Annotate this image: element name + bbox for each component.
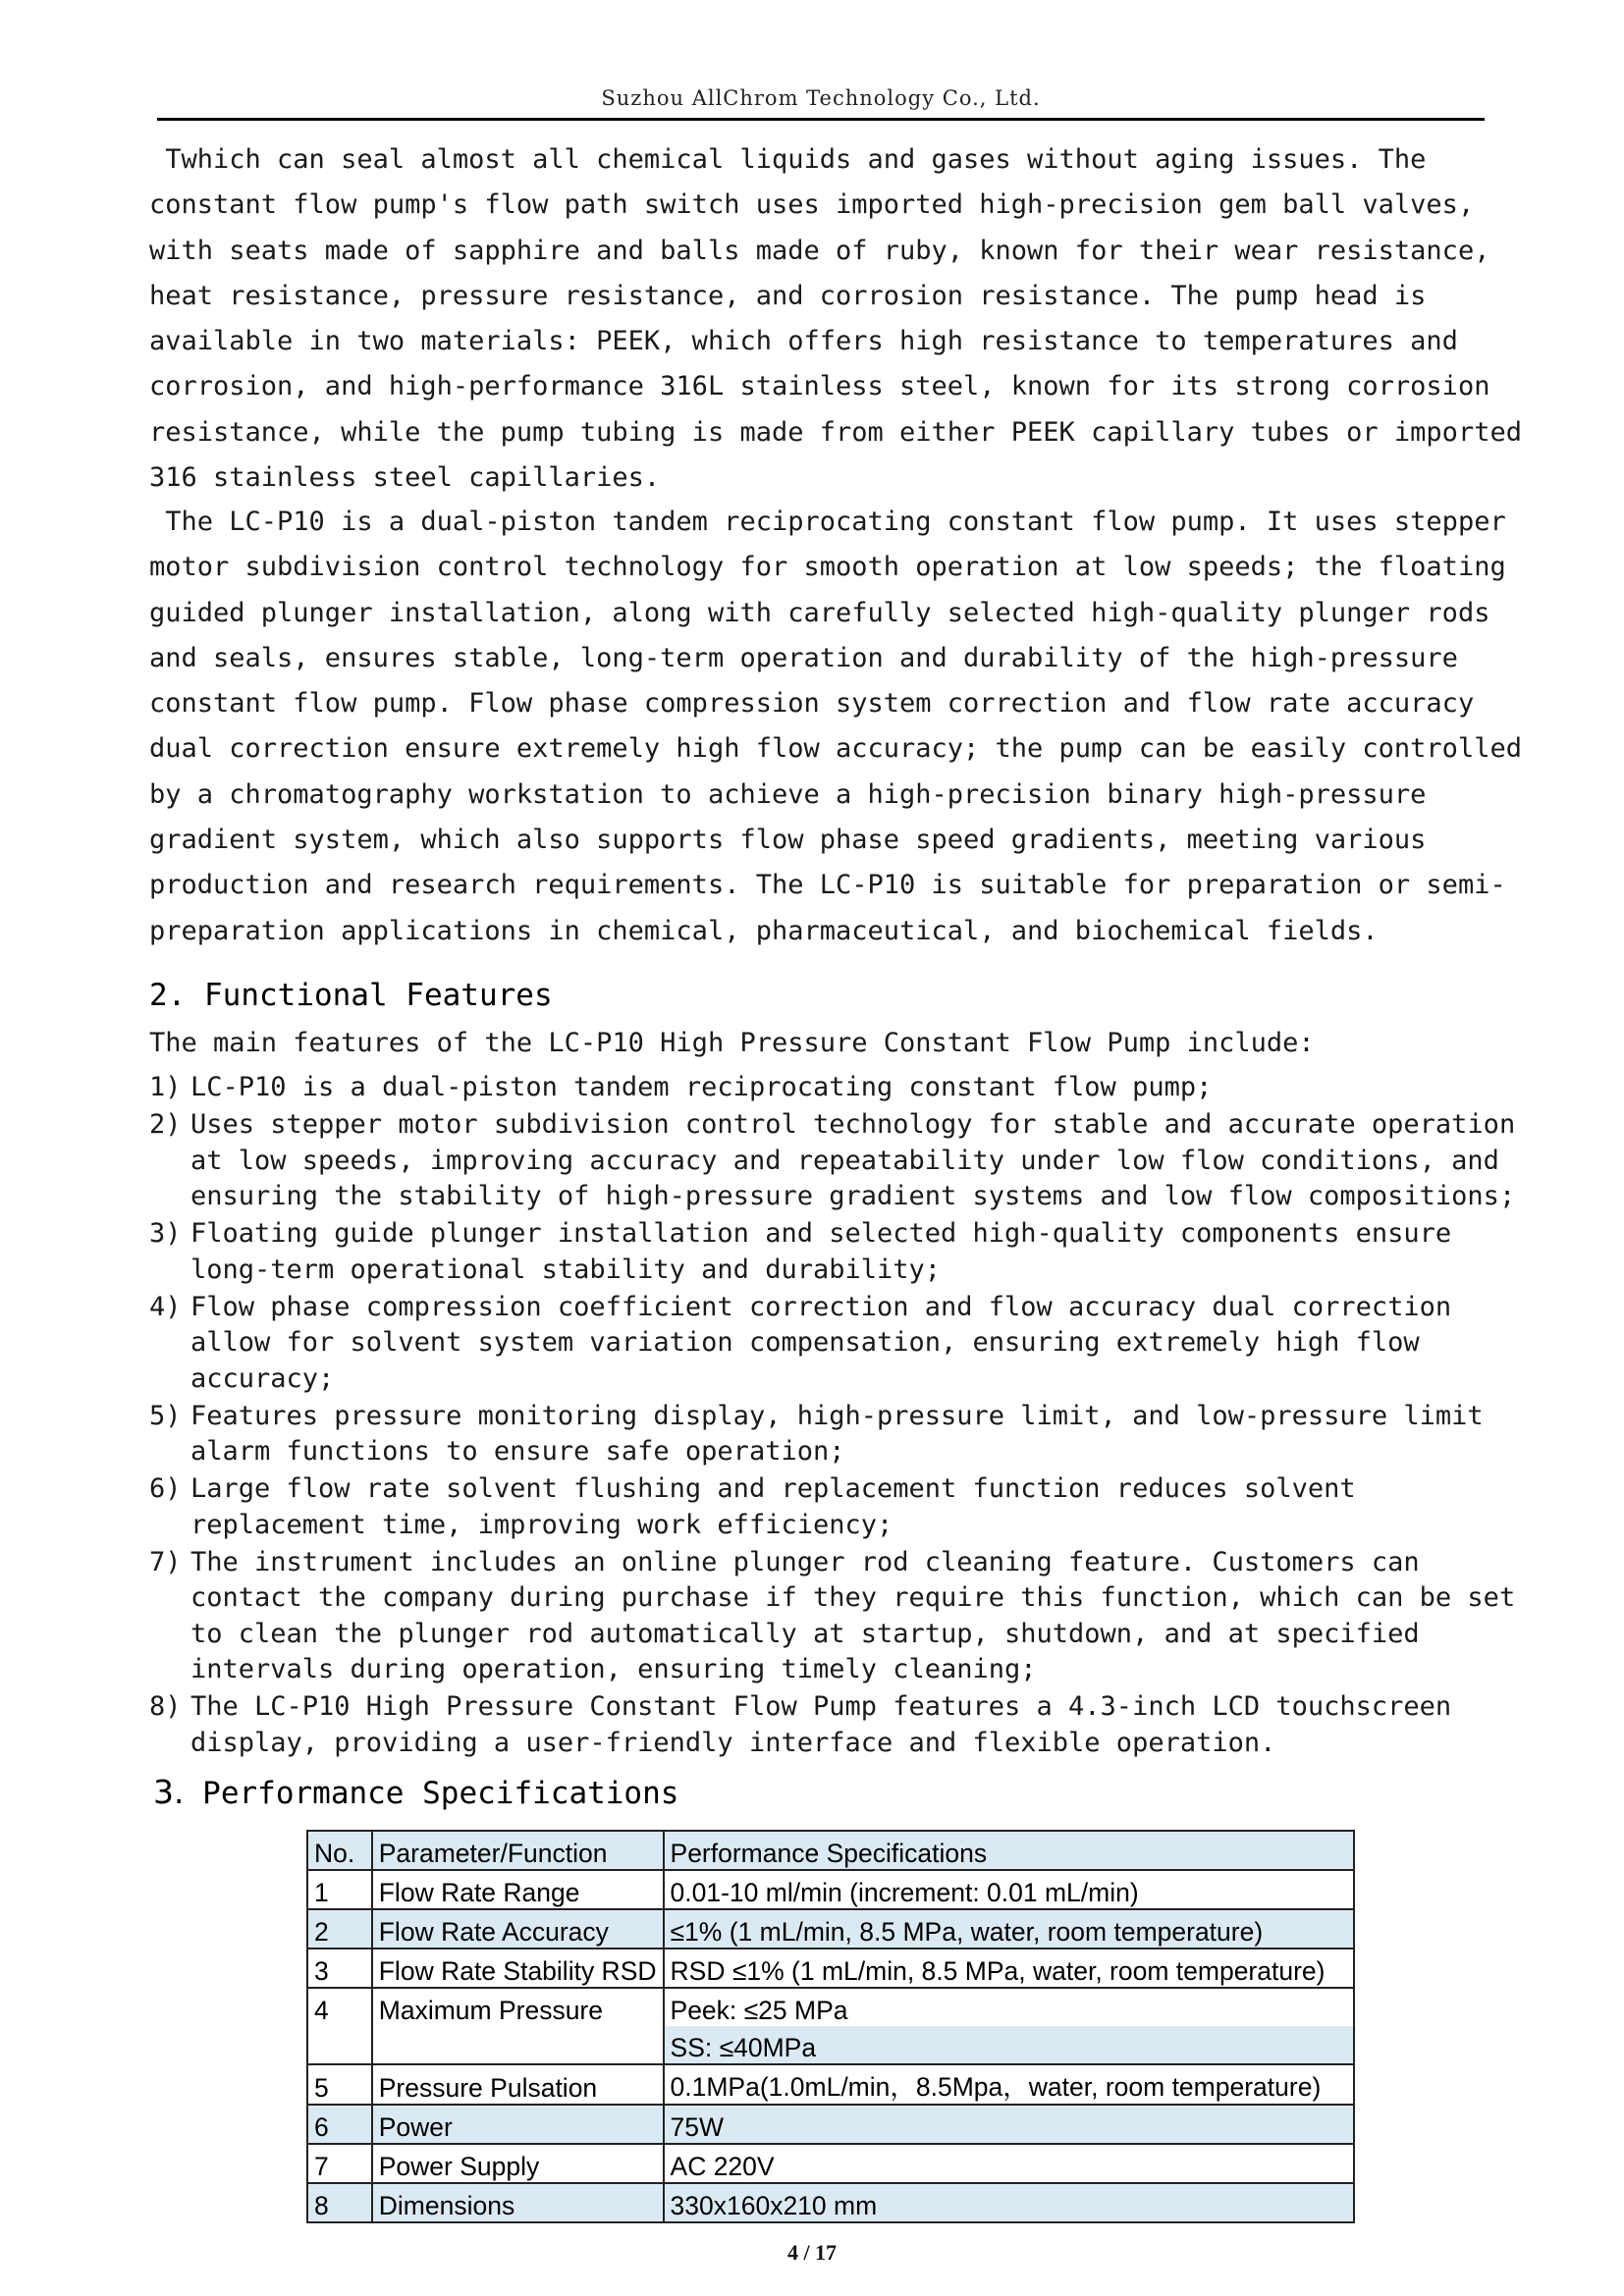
column-header-parameter: Parameter/Function: [372, 1831, 664, 1870]
cell-param: Power Supply: [372, 2144, 664, 2183]
paragraph-lc-p10-overview: [149, 500, 1522, 954]
feature-item: [149, 1689, 1504, 1761]
paragraph-line: 316 stainless steel capillaries.: [149, 462, 661, 494]
feature-line: alarm functions to ensure safe operation;: [190, 1436, 845, 1467]
feature-item: [149, 1216, 1504, 1288]
feature-line: accuracy;: [190, 1362, 335, 1394]
feature-line: Large flow rate solvent flushing and replacement function reduces solvent: [190, 1473, 1356, 1504]
feature-line: replacement time, improving work efficiency;: [190, 1509, 893, 1540]
table-row: [307, 1988, 1354, 2026]
cell-param: Power: [372, 2105, 664, 2144]
paragraph-line: and seals, ensures stable, long-term operation and durability of the high-pressure: [149, 642, 1458, 673]
table-row: [307, 1909, 1354, 1949]
feature-line: long-term operational stability and durability;: [190, 1254, 942, 1285]
cell-no: 1: [307, 1870, 372, 1909]
feature-item: [149, 1290, 1504, 1398]
paragraph-line: preparation applications in chemical, pharmaceutical, and biochemical fields.: [149, 915, 1379, 946]
paragraph-line: heat resistance, pressure resistance, and corrosion resistance. The pump head is: [149, 280, 1427, 311]
cell-param: Flow Rate Accuracy: [372, 1909, 664, 1949]
feature-line: The instrument includes an online plunger rod cleaning feature. Customers can: [190, 1546, 1420, 1577]
cell-no: 7: [307, 2144, 372, 2183]
feature-line: at low speeds, improving accuracy and repeatability under low flow conditions, and: [190, 1145, 1499, 1176]
cell-no: 6: [307, 2105, 372, 2144]
paragraph-line: with seats made of sapphire and balls made of ruby, known for their wear resistance,: [149, 235, 1490, 266]
table-row: [307, 1870, 1354, 1909]
features-intro: The main features of the LC-P10 High Pressure Constant Flow Pump include:: [149, 1028, 1315, 1058]
paragraph-line: constant flow pump. Flow phase compression system correction and flow rate accuracy: [149, 688, 1475, 720]
feature-line: Flow phase compression coefficient correction and flow accuracy dual correction: [190, 1291, 1452, 1322]
cell-no: 8: [307, 2183, 372, 2222]
feature-line: LC-P10 is a dual-piston tandem reciprocating constant flow pump;: [190, 1072, 1213, 1102]
paragraph-line: guided plunger installation, along with carefully selected high-quality plunger rods: [149, 597, 1490, 628]
feature-item: [149, 1399, 1504, 1470]
table-row: [307, 2064, 1354, 2105]
paragraph-line: by a chromatography workstation to achieve a high-precision binary high-pressure: [149, 778, 1427, 810]
feature-line: allow for solvent system variation compensation, ensuring extremely high flow: [190, 1327, 1420, 1358]
cell-spec: ≤1% (1 mL/min, 8.5 MPa, water, room temperature): [664, 1909, 1354, 1949]
feature-line: contact the company during purchase if they require this function, which can be set: [190, 1582, 1516, 1613]
section-title: Functional Features: [204, 978, 553, 1013]
cell-no-empty: [307, 2026, 372, 2064]
cell-param: Maximum Pressure: [372, 1988, 664, 2026]
paragraph-line: gradient system, which also supports flow phase speed gradients, meeting various: [149, 825, 1427, 856]
section-title: Performance Specifications: [202, 1776, 679, 1811]
cell-no: 5: [307, 2064, 372, 2105]
table-row: [307, 1949, 1354, 1988]
feature-line: ensuring the stability of high-pressure gradient systems and low flow compositions;: [190, 1181, 1516, 1211]
paragraph-pump-materials: [149, 137, 1522, 501]
paragraph-line: constant flow pump's flow path switch uses imported high-precision gem ball valves,: [149, 189, 1475, 221]
feature-line: to clean the plunger rod automatically at startup, shutdown, and at specified: [190, 1618, 1420, 1649]
section-heading-functional-features: [149, 978, 553, 1013]
feature-text: [190, 1216, 1504, 1288]
feature-item: [149, 1070, 1504, 1106]
feature-list: [149, 1070, 1516, 1763]
cell-no: 2: [307, 1909, 372, 1949]
spec-table-header-row: [307, 1831, 1354, 1870]
cell-spec: 0.1MPa(1.0mL/min，8.5Mpa，water, room temperature): [664, 2064, 1354, 2105]
cell-spec: SS: ≤40MPa: [664, 2026, 1354, 2064]
feature-item: [149, 1471, 1504, 1543]
cell-param: Dimensions: [372, 2183, 664, 2222]
feature-number: 1): [149, 1072, 182, 1102]
feature-line: The LC-P10 High Pressure Constant Flow Pump features a 4.3-inch LCD touchscreen: [190, 1691, 1452, 1722]
feature-text: [190, 1471, 1504, 1543]
feature-number: 6): [149, 1473, 182, 1504]
column-header-no: No.: [307, 1831, 372, 1870]
cell-spec: 75W: [664, 2105, 1354, 2144]
cell-spec: RSD ≤1% (1 mL/min, 8.5 MPa, water, room temperature): [664, 1949, 1354, 1988]
feature-text: [190, 1107, 1515, 1215]
feature-text: [190, 1689, 1504, 1761]
feature-number: 3): [149, 1218, 182, 1249]
feature-number: 5): [149, 1400, 182, 1431]
paragraph-line: motor subdivision control technology for smooth operation at low speeds; the floating: [149, 552, 1506, 583]
table-row: [307, 2026, 1354, 2064]
feature-number: 8): [149, 1691, 182, 1722]
feature-number: 2): [149, 1109, 182, 1140]
cell-no: 3: [307, 1949, 372, 1988]
feature-number: 7): [149, 1546, 182, 1577]
feature-line: Uses stepper motor subdivision control technology for stable and accurate operation: [190, 1109, 1516, 1140]
cell-no: 4: [307, 1988, 372, 2026]
feature-item: [149, 1107, 1516, 1215]
page-number: 4 / 17: [786, 2240, 838, 2265]
spec-table: [306, 1830, 1355, 2223]
feature-text: [190, 1290, 1504, 1398]
cell-spec: 330x160x210 mm: [664, 2183, 1354, 2222]
cell-spec: Peek: ≤25 MPa: [664, 1988, 1354, 2026]
table-row: [307, 2144, 1354, 2183]
cell-param: Flow Rate Stability RSD: [372, 1949, 664, 1988]
paragraph-line: production and research requirements. The LC-P10 is suitable for preparation or semi-: [149, 870, 1506, 901]
feature-number: 4): [149, 1291, 182, 1322]
header-rule: [157, 118, 1485, 121]
paragraph-line: resistance, while the pump tubing is made from either PEEK capillary tubes or imported: [149, 416, 1522, 448]
feature-line: Floating guide plunger installation and selected high-quality components ensure: [190, 1218, 1452, 1249]
feature-line: intervals during operation, ensuring timely cleaning;: [190, 1654, 1037, 1684]
paragraph-line: The LC-P10 is a dual-piston tandem reciprocating constant flow pump. It uses stepper: [149, 507, 1506, 537]
paragraph-line: corrosion, and high-performance 316L stainless steel, known for its strong corrosion: [149, 371, 1490, 402]
feature-text: [190, 1399, 1504, 1470]
cell-spec: 0.01-10 ml/min (increment: 0.01 mL/min): [664, 1870, 1354, 1909]
section-number: 2.: [149, 978, 187, 1013]
cell-param-empty: [372, 2026, 664, 2064]
section-heading-performance-specifications: [153, 1773, 678, 1811]
section-number: 3.: [153, 1773, 185, 1811]
feature-line: Features pressure monitoring display, high-pressure limit, and low-pressure limit: [190, 1400, 1484, 1431]
table-row: [307, 2183, 1354, 2222]
cell-param: Pressure Pulsation: [372, 2064, 664, 2105]
paragraph-line: available in two materials: PEEK, which offers high resistance to temperatures and: [149, 326, 1458, 357]
cell-param: Flow Rate Range: [372, 1870, 664, 1909]
cell-spec: AC 220V: [664, 2144, 1354, 2183]
feature-text: [190, 1070, 1504, 1106]
feature-item: [149, 1545, 1516, 1688]
feature-line: display, providing a user-friendly interface and flexible operation.: [190, 1727, 1276, 1758]
paragraph-line: Twhich can seal almost all chemical liquids and gases without aging issues. The: [149, 144, 1427, 175]
page-header: Suzhou AllChrom Technology Co., Ltd.: [601, 86, 1041, 110]
table-row: [307, 2105, 1354, 2144]
column-header-specification: Performance Specifications: [664, 1831, 1354, 1870]
feature-text: [190, 1545, 1515, 1688]
paragraph-line: dual correction ensure extremely high flow accuracy; the pump can be easily controlled: [149, 733, 1522, 765]
